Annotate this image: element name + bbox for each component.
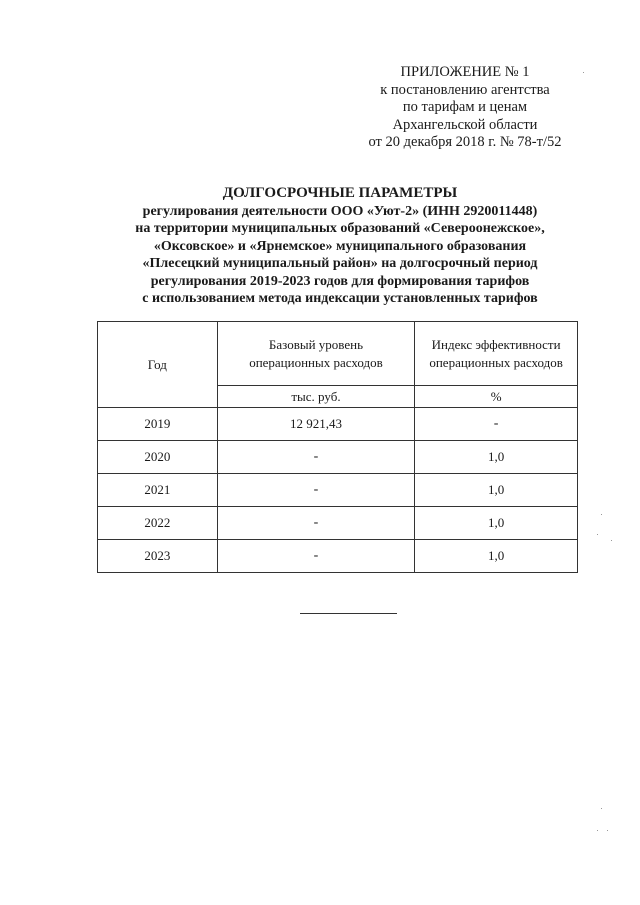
table-row [98,540,578,573]
table-row [98,474,578,507]
table-row [98,507,578,540]
closing-divider-line [300,613,397,614]
cell-efficiency: 1,0 [415,474,578,507]
heading-line: на территории муниципальных образований «Североонежское», [135,221,545,236]
document-title: ДОЛГОСРОЧНЫЕ ПАРАМЕТРЫ [222,185,458,201]
parameters-table [97,321,578,573]
cell-base-level: - [217,474,415,507]
heading-line: регулирования 2019-2023 годов для формирования тарифов [150,273,530,289]
table-header-row [98,322,578,386]
cell-efficiency: 1,0 [415,441,578,474]
appendix-line: Архангельской области [392,116,538,133]
unit-base-level: тыс. руб. [217,386,415,408]
scan-speck [601,808,602,809]
cell-year: 2021 [98,474,218,507]
scan-speck [611,540,612,541]
cell-base-level: - [217,507,415,540]
cell-year: 2022 [98,507,218,540]
scan-speck [601,514,602,515]
heading-line: «Оксовское» и «Ярнемское» муниципального образования [153,238,527,254]
appendix-date-line: от 20 декабря 2018 г. № 78-т/52 [368,134,562,150]
appendix-title: ПРИЛОЖЕНИЕ № 1 [400,64,530,80]
header-year: Год [98,322,218,408]
scan-speck [583,72,584,73]
header-efficiency-line1: Индекс эффективности [431,336,561,352]
unit-efficiency: % [415,386,578,408]
cell-efficiency: 1,0 [415,540,578,573]
cell-base-level: - [217,540,415,573]
document-heading [90,185,590,308]
appendix-block [340,64,590,152]
header-base-level-line2: операционных расходов [249,354,383,370]
appendix-line: к постановлению агентства [380,81,550,98]
appendix-line: по тарифам и ценам [402,99,528,115]
table-row [98,441,578,474]
cell-year: 2019 [98,408,218,441]
cell-efficiency: 1,0 [415,507,578,540]
scan-speck [597,534,598,535]
heading-line: регулирования деятельности ООО «Уют-2» (ИНН 2920011448) [142,203,538,219]
cell-year: 2023 [98,540,218,573]
heading-line: «Плесецкий муниципальный район» на долгосрочный период [142,256,538,271]
cell-base-level: 12 921,43 [217,408,415,441]
heading-line: с использованием метода индексации установленных тарифов [142,291,538,306]
header-efficiency-line2: операционных расходов [429,354,563,370]
header-base-level [217,322,415,386]
cell-efficiency: - [415,408,578,441]
header-base-level-line1: Базовый уровень [268,336,364,352]
cell-base-level: - [217,441,415,474]
cell-year: 2020 [98,441,218,474]
table-row [98,408,578,441]
header-efficiency [415,322,578,386]
scan-speck [607,830,608,831]
scan-speck [597,830,598,831]
